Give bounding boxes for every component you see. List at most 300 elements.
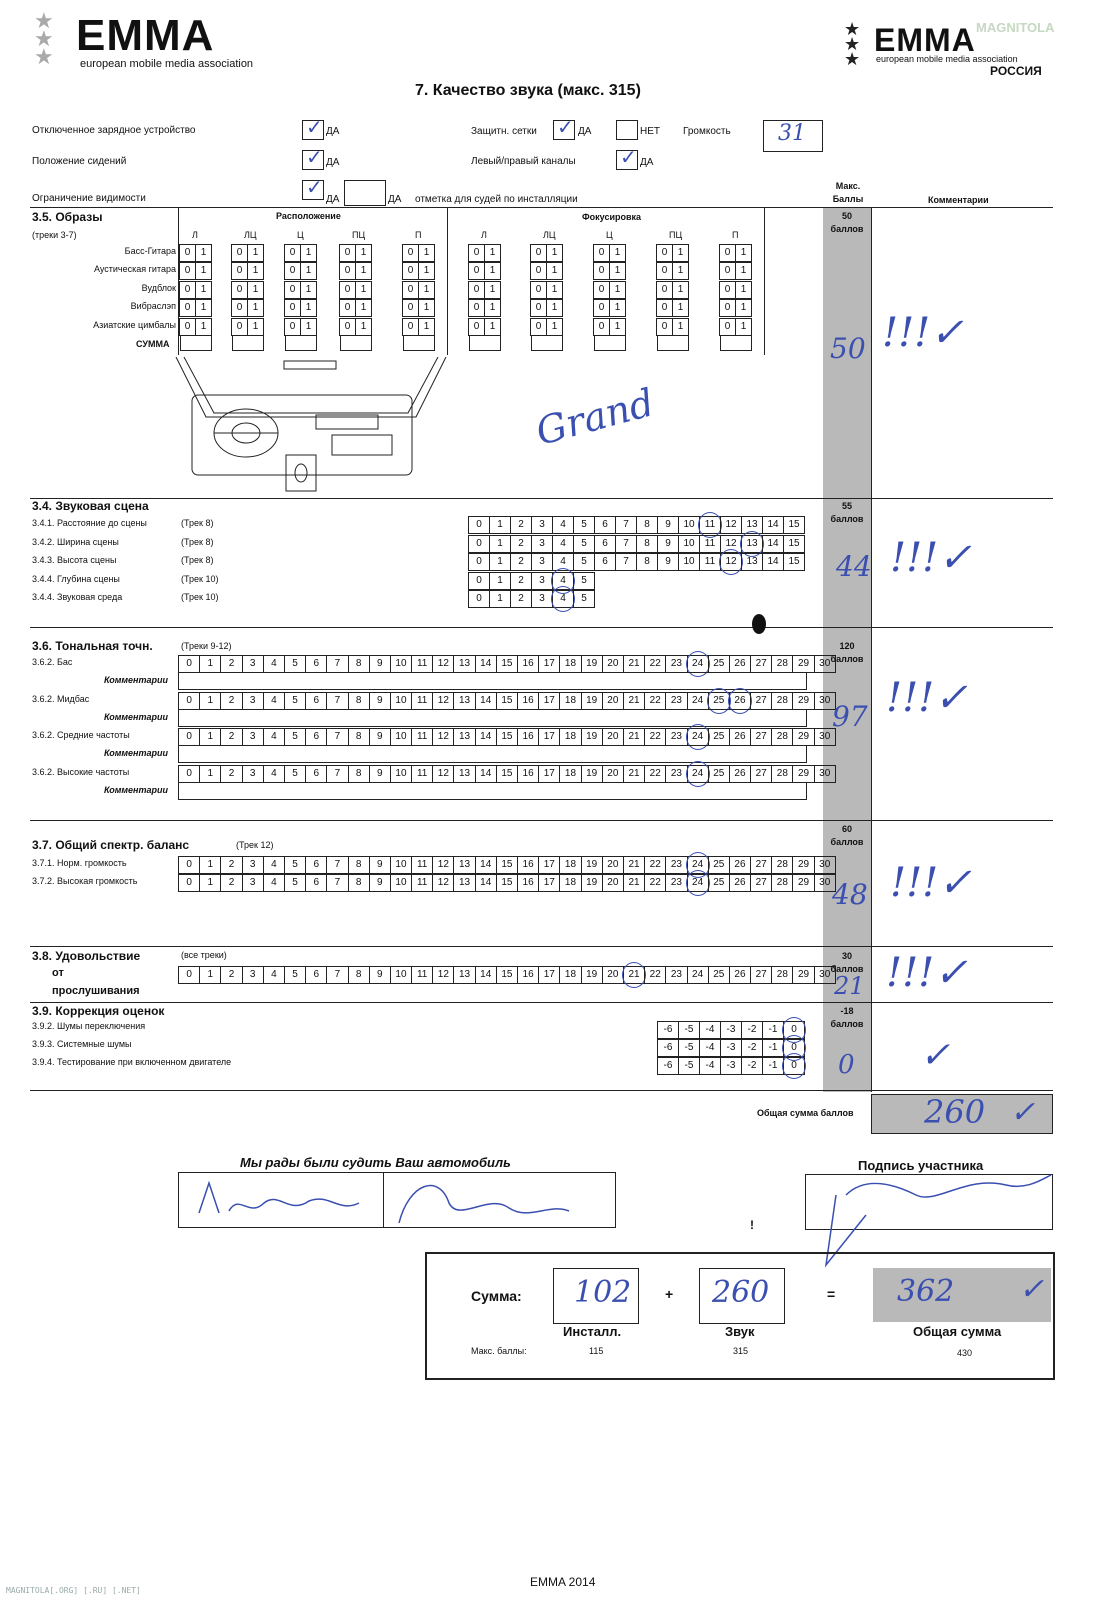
scale-cell[interactable]: 9 (369, 966, 391, 984)
score-pair[interactable] (285, 244, 317, 262)
scale-cell[interactable]: 16 (517, 765, 539, 783)
score-pair[interactable] (403, 281, 435, 299)
scale-cell[interactable]: 0 (783, 1039, 805, 1057)
scale-cell[interactable]: 15 (496, 874, 518, 892)
score-cell[interactable]: 0 (339, 244, 356, 262)
scale-cell[interactable]: 4 (552, 590, 574, 608)
scale-cell[interactable]: 11 (411, 856, 433, 874)
scale-cell[interactable]: 27 (750, 966, 772, 984)
scale-cell[interactable]: 4 (263, 874, 285, 892)
scale-cell[interactable]: 28 (771, 765, 793, 783)
score-cell[interactable]: 1 (195, 281, 212, 299)
scale-cell[interactable]: 29 (792, 728, 814, 746)
scale-cell[interactable]: 14 (475, 655, 497, 673)
scale-cell[interactable]: 18 (559, 728, 581, 746)
score-cell[interactable]: 0 (179, 262, 196, 280)
score-pair[interactable] (232, 318, 264, 336)
score-cell[interactable]: 0 (284, 318, 301, 336)
scale-cell[interactable]: 30 (814, 874, 836, 892)
sum-box[interactable] (657, 335, 689, 351)
scale-cell[interactable]: 11 (411, 765, 433, 783)
score-pair[interactable] (403, 262, 435, 280)
score-cell[interactable]: 1 (195, 244, 212, 262)
score-cell[interactable]: 0 (284, 262, 301, 280)
scale-cell[interactable]: 6 (305, 966, 327, 984)
scale-cell[interactable]: 17 (538, 765, 560, 783)
scale-cell[interactable]: 3 (242, 856, 264, 874)
score-pair[interactable] (340, 244, 372, 262)
score-cell[interactable]: 1 (609, 318, 626, 336)
scale-cell[interactable]: 16 (517, 655, 539, 673)
score-cell[interactable]: 1 (355, 262, 372, 280)
scale-cell[interactable]: 17 (538, 874, 560, 892)
scale-cell[interactable]: 12 (720, 535, 742, 553)
scale-cell[interactable]: 0 (178, 765, 200, 783)
scale-cell[interactable]: 6 (594, 553, 616, 571)
scale-cell[interactable]: 8 (348, 655, 370, 673)
scale-cell[interactable]: 17 (538, 692, 560, 710)
scale-cell[interactable]: 26 (729, 874, 751, 892)
scale-cell[interactable]: 26 (729, 655, 751, 673)
scale-cell[interactable]: 26 (729, 728, 751, 746)
scale-cell[interactable]: 30 (814, 692, 836, 710)
score-cell[interactable]: 1 (735, 262, 752, 280)
scale-cell[interactable]: 20 (602, 966, 624, 984)
scale-cell[interactable]: 5 (284, 966, 306, 984)
scale-cell[interactable]: 2 (220, 655, 242, 673)
scale-cell[interactable]: 20 (602, 692, 624, 710)
scale-cell[interactable]: 3 (531, 590, 553, 608)
score-cell[interactable]: 0 (719, 299, 736, 317)
score-pair[interactable] (469, 244, 501, 262)
scale-cell[interactable]: 25 (708, 728, 730, 746)
scale-cell[interactable]: 13 (453, 966, 475, 984)
score-pair[interactable] (531, 281, 563, 299)
score-pair[interactable] (232, 299, 264, 317)
scale-cell[interactable]: 22 (644, 692, 666, 710)
visibility-checkbox[interactable] (302, 175, 324, 200)
scale-cell[interactable]: 2 (220, 856, 242, 874)
score-cell[interactable]: 1 (735, 299, 752, 317)
scale-cell[interactable]: 4 (263, 765, 285, 783)
comment-field[interactable] (178, 709, 807, 727)
score-cell[interactable]: 0 (656, 299, 673, 317)
scale-cell[interactable]: 22 (644, 966, 666, 984)
scale-cell[interactable]: 6 (305, 728, 327, 746)
scale-cell[interactable]: 12 (432, 692, 454, 710)
scale-cell[interactable]: 30 (814, 856, 836, 874)
scale-cell[interactable]: -1 (762, 1039, 784, 1057)
scale-cell[interactable]: 6 (305, 655, 327, 673)
scale-cell[interactable]: 27 (750, 765, 772, 783)
score-pair[interactable] (657, 281, 689, 299)
score-cell[interactable]: 1 (300, 244, 317, 262)
scale-cell[interactable]: 29 (792, 655, 814, 673)
scale-cell[interactable]: 2 (510, 516, 532, 534)
score-pair[interactable] (403, 299, 435, 317)
score-cell[interactable]: 0 (284, 281, 301, 299)
scale-cell[interactable]: 16 (517, 966, 539, 984)
score-cell[interactable]: 1 (247, 299, 264, 317)
scale-cell[interactable]: 1 (199, 765, 221, 783)
scale-cell[interactable]: 19 (581, 856, 603, 874)
scale-cell[interactable]: 14 (475, 692, 497, 710)
scale-cell[interactable]: 25 (708, 692, 730, 710)
scale-cell[interactable]: 27 (750, 655, 772, 673)
score-cell[interactable]: 0 (179, 299, 196, 317)
score-pair[interactable] (469, 262, 501, 280)
score-cell[interactable]: 1 (355, 244, 372, 262)
scale-cell[interactable]: 11 (411, 655, 433, 673)
scale-cell[interactable]: 3 (531, 516, 553, 534)
scale-cell[interactable]: -5 (678, 1057, 700, 1075)
score-pair[interactable] (594, 262, 626, 280)
scale-cell[interactable]: 14 (762, 516, 784, 534)
score-pair[interactable] (180, 299, 212, 317)
scale-cell[interactable]: 1 (489, 516, 511, 534)
score-cell[interactable]: 0 (231, 318, 248, 336)
score-cell[interactable]: 1 (418, 281, 435, 299)
score-pair[interactable] (285, 281, 317, 299)
scale-cell[interactable]: 24 (687, 765, 709, 783)
scale-cell[interactable]: 30 (814, 966, 836, 984)
comment-field[interactable] (178, 672, 807, 690)
scale-cell[interactable]: 29 (792, 874, 814, 892)
score-cell[interactable]: 0 (179, 281, 196, 299)
score-cell[interactable]: 1 (355, 318, 372, 336)
score-cell[interactable]: 1 (609, 299, 626, 317)
scale-cell[interactable]: 19 (581, 692, 603, 710)
score-pair[interactable] (285, 299, 317, 317)
scale-cell[interactable]: 27 (750, 728, 772, 746)
seats-checkbox[interactable] (302, 145, 324, 170)
scale-cell[interactable]: 3 (242, 874, 264, 892)
score-pair[interactable] (657, 262, 689, 280)
scale-cell[interactable]: 15 (783, 535, 805, 553)
scale-cell[interactable]: 0 (468, 516, 490, 534)
scale-cell[interactable]: 19 (581, 966, 603, 984)
scale-cell[interactable]: 29 (792, 765, 814, 783)
scale-cell[interactable]: 14 (762, 535, 784, 553)
score-cell[interactable]: 1 (355, 299, 372, 317)
scale-cell[interactable]: 27 (750, 856, 772, 874)
score-pair[interactable] (531, 262, 563, 280)
scale-cell[interactable]: 15 (496, 765, 518, 783)
scale-cell[interactable]: 2 (220, 692, 242, 710)
score-cell[interactable]: 0 (339, 299, 356, 317)
scale-cell[interactable]: 9 (657, 553, 679, 571)
sum-box[interactable] (232, 335, 264, 351)
scale-cell[interactable]: 4 (263, 966, 285, 984)
score-cell[interactable]: 0 (402, 281, 419, 299)
scale-cell[interactable]: 26 (729, 692, 751, 710)
score-cell[interactable]: 1 (484, 262, 501, 280)
score-cell[interactable]: 0 (284, 299, 301, 317)
score-pair[interactable] (180, 262, 212, 280)
score-cell[interactable]: 0 (530, 262, 547, 280)
scale-cell[interactable]: 6 (305, 874, 327, 892)
scale-cell[interactable]: 2 (510, 553, 532, 571)
score-pair[interactable] (594, 299, 626, 317)
scale-cell[interactable]: 19 (581, 765, 603, 783)
scale-cell[interactable]: 22 (644, 728, 666, 746)
scale-cell[interactable]: 11 (699, 553, 721, 571)
scale-cell[interactable]: 0 (783, 1057, 805, 1075)
scale-cell[interactable]: 22 (644, 765, 666, 783)
score-pair[interactable] (180, 318, 212, 336)
scale-cell[interactable]: 8 (348, 966, 370, 984)
scale-cell[interactable]: 21 (623, 692, 645, 710)
scale-cell[interactable]: 4 (552, 572, 574, 590)
score-pair[interactable] (403, 244, 435, 262)
scale-cell[interactable]: 15 (496, 692, 518, 710)
scale-cell[interactable]: 7 (326, 728, 348, 746)
score-cell[interactable]: 0 (468, 318, 485, 336)
scale-cell[interactable]: 2 (220, 728, 242, 746)
scale-cell[interactable]: 1 (199, 692, 221, 710)
scale-cell[interactable]: 5 (284, 874, 306, 892)
scale-cell[interactable]: 6 (305, 856, 327, 874)
scale-cell[interactable]: 2 (220, 966, 242, 984)
score-cell[interactable]: 0 (402, 244, 419, 262)
score-cell[interactable]: 0 (530, 281, 547, 299)
scale-cell[interactable]: 10 (390, 655, 412, 673)
scale-cell[interactable]: 5 (284, 765, 306, 783)
scale-cell[interactable]: 6 (594, 516, 616, 534)
scale-cell[interactable]: -6 (657, 1039, 679, 1057)
score-cell[interactable]: 0 (231, 244, 248, 262)
sum-box[interactable] (403, 335, 435, 351)
score-cell[interactable]: 0 (468, 244, 485, 262)
scale-cell[interactable]: 28 (771, 966, 793, 984)
sum-box[interactable] (180, 335, 212, 351)
scale-cell[interactable]: 0 (178, 655, 200, 673)
score-cell[interactable]: 0 (179, 244, 196, 262)
scale-cell[interactable]: -6 (657, 1057, 679, 1075)
score-cell[interactable]: 1 (546, 281, 563, 299)
score-cell[interactable]: 1 (484, 299, 501, 317)
score-cell[interactable]: 1 (546, 299, 563, 317)
score-cell[interactable]: 0 (284, 244, 301, 262)
scale-cell[interactable]: 1 (199, 966, 221, 984)
scale-cell[interactable]: 15 (496, 966, 518, 984)
sum-box[interactable] (340, 335, 372, 351)
score-cell[interactable]: 0 (339, 281, 356, 299)
scale-cell[interactable]: 7 (326, 874, 348, 892)
scale-cell[interactable]: 9 (369, 874, 391, 892)
scale-cell[interactable]: 20 (602, 765, 624, 783)
scale-cell[interactable]: 30 (814, 728, 836, 746)
visibility-box[interactable] (344, 180, 386, 206)
score-pair[interactable] (531, 299, 563, 317)
score-cell[interactable]: 1 (609, 262, 626, 280)
scale-cell[interactable]: -4 (699, 1057, 721, 1075)
score-cell[interactable]: 0 (593, 318, 610, 336)
score-cell[interactable]: 1 (484, 318, 501, 336)
score-cell[interactable]: 0 (402, 262, 419, 280)
scale-cell[interactable]: 8 (636, 535, 658, 553)
score-cell[interactable]: 1 (195, 299, 212, 317)
scale-cell[interactable]: 2 (510, 535, 532, 553)
score-cell[interactable]: 1 (735, 281, 752, 299)
score-pair[interactable] (531, 318, 563, 336)
score-cell[interactable]: 1 (300, 299, 317, 317)
scale-cell[interactable]: 5 (284, 728, 306, 746)
scale-cell[interactable]: 21 (623, 765, 645, 783)
score-cell[interactable]: 0 (656, 281, 673, 299)
scale-cell[interactable]: 26 (729, 856, 751, 874)
score-pair[interactable] (180, 281, 212, 299)
score-pair[interactable] (720, 244, 752, 262)
scale-cell[interactable]: 0 (468, 572, 490, 590)
scale-cell[interactable]: 4 (552, 553, 574, 571)
score-cell[interactable]: 1 (247, 262, 264, 280)
scale-cell[interactable]: 0 (178, 874, 200, 892)
score-cell[interactable]: 0 (593, 299, 610, 317)
scale-cell[interactable]: 5 (573, 535, 595, 553)
scale-cell[interactable]: 22 (644, 655, 666, 673)
scale-cell[interactable]: 4 (263, 692, 285, 710)
score-cell[interactable]: 1 (484, 281, 501, 299)
scale-cell[interactable]: 15 (496, 655, 518, 673)
scale-cell[interactable]: 13 (453, 874, 475, 892)
scale-cell[interactable]: 25 (708, 856, 730, 874)
scale-cell[interactable]: 24 (687, 874, 709, 892)
sum-box[interactable] (285, 335, 317, 351)
scale-cell[interactable]: 7 (326, 966, 348, 984)
score-cell[interactable]: 0 (593, 281, 610, 299)
scale-cell[interactable]: 18 (559, 966, 581, 984)
score-cell[interactable]: 0 (402, 318, 419, 336)
scale-cell[interactable]: 4 (263, 728, 285, 746)
scale-cell[interactable]: 8 (348, 765, 370, 783)
scale-cell[interactable]: -3 (720, 1039, 742, 1057)
score-cell[interactable]: 0 (339, 318, 356, 336)
scale-cell[interactable]: -5 (678, 1039, 700, 1057)
scale-cell[interactable]: -2 (741, 1021, 763, 1039)
scale-cell[interactable]: 4 (552, 516, 574, 534)
scale-cell[interactable]: 23 (665, 692, 687, 710)
scale-cell[interactable]: 25 (708, 655, 730, 673)
scale-cell[interactable]: 10 (390, 856, 412, 874)
scale-cell[interactable]: 28 (771, 856, 793, 874)
scale-cell[interactable]: 25 (708, 874, 730, 892)
sum-box[interactable] (720, 335, 752, 351)
score-cell[interactable]: 0 (719, 262, 736, 280)
score-cell[interactable]: 0 (468, 262, 485, 280)
scale-cell[interactable]: 9 (369, 728, 391, 746)
scale-cell[interactable]: 21 (623, 966, 645, 984)
scale-cell[interactable]: 10 (390, 765, 412, 783)
scale-cell[interactable]: 5 (284, 655, 306, 673)
scale-cell[interactable]: 28 (771, 692, 793, 710)
comment-field[interactable] (178, 745, 807, 763)
scale-cell[interactable]: -4 (699, 1039, 721, 1057)
scale-cell[interactable]: 13 (453, 728, 475, 746)
score-cell[interactable]: 1 (418, 318, 435, 336)
scale-cell[interactable]: 9 (369, 655, 391, 673)
score-cell[interactable]: 0 (656, 262, 673, 280)
scale-cell[interactable]: 3 (531, 553, 553, 571)
score-cell[interactable]: 0 (468, 281, 485, 299)
scale-cell[interactable]: 3 (531, 535, 553, 553)
score-cell[interactable]: 0 (231, 299, 248, 317)
score-pair[interactable] (340, 299, 372, 317)
scale-cell[interactable]: 11 (699, 535, 721, 553)
scale-cell[interactable]: 8 (348, 728, 370, 746)
scale-cell[interactable]: 14 (475, 856, 497, 874)
score-cell[interactable]: 1 (195, 318, 212, 336)
scale-cell[interactable]: 21 (623, 856, 645, 874)
scale-cell[interactable]: 13 (453, 692, 475, 710)
score-pair[interactable] (469, 318, 501, 336)
scale-cell[interactable]: 4 (552, 535, 574, 553)
scale-cell[interactable]: -5 (678, 1021, 700, 1039)
score-cell[interactable]: 0 (402, 299, 419, 317)
scale-cell[interactable]: 3 (242, 655, 264, 673)
scale-cell[interactable]: 6 (594, 535, 616, 553)
scale-cell[interactable]: 0 (468, 590, 490, 608)
score-pair[interactable] (180, 244, 212, 262)
score-cell[interactable]: 0 (656, 318, 673, 336)
scale-cell[interactable]: 1 (199, 655, 221, 673)
scale-cell[interactable]: 22 (644, 874, 666, 892)
scale-cell[interactable]: 10 (390, 966, 412, 984)
scale-cell[interactable]: 3 (242, 966, 264, 984)
scale-cell[interactable]: 17 (538, 728, 560, 746)
score-cell[interactable]: 0 (656, 244, 673, 262)
scale-cell[interactable]: 28 (771, 728, 793, 746)
scale-cell[interactable]: 23 (665, 655, 687, 673)
scale-cell[interactable]: 14 (475, 765, 497, 783)
scale-cell[interactable]: 18 (559, 856, 581, 874)
scale-cell[interactable]: 18 (559, 655, 581, 673)
scale-cell[interactable]: 15 (783, 516, 805, 534)
scale-cell[interactable]: 0 (178, 692, 200, 710)
scale-cell[interactable]: 17 (538, 856, 560, 874)
scale-cell[interactable]: 7 (326, 765, 348, 783)
scale-cell[interactable]: 15 (783, 553, 805, 571)
score-pair[interactable] (657, 244, 689, 262)
score-cell[interactable]: 1 (672, 244, 689, 262)
score-cell[interactable]: 1 (300, 262, 317, 280)
score-pair[interactable] (657, 318, 689, 336)
scale-cell[interactable]: 10 (678, 535, 700, 553)
score-cell[interactable]: 1 (300, 318, 317, 336)
scale-cell[interactable]: 9 (657, 516, 679, 534)
score-pair[interactable] (469, 299, 501, 317)
scale-cell[interactable]: 5 (573, 590, 595, 608)
score-pair[interactable] (340, 281, 372, 299)
scale-cell[interactable]: 23 (665, 765, 687, 783)
scale-cell[interactable]: 11 (411, 728, 433, 746)
score-pair[interactable] (594, 281, 626, 299)
scale-cell[interactable]: 1 (489, 553, 511, 571)
scale-cell[interactable]: 13 (453, 765, 475, 783)
score-cell[interactable]: 0 (179, 318, 196, 336)
scale-cell[interactable]: 11 (699, 516, 721, 534)
score-cell[interactable]: 1 (300, 281, 317, 299)
scale-cell[interactable]: 26 (729, 966, 751, 984)
score-cell[interactable]: 0 (530, 318, 547, 336)
scale-cell[interactable]: 6 (305, 692, 327, 710)
scale-cell[interactable]: 1 (489, 572, 511, 590)
scale-cell[interactable]: 1 (489, 590, 511, 608)
score-pair[interactable] (531, 244, 563, 262)
score-cell[interactable]: 1 (418, 299, 435, 317)
scale-cell[interactable]: 7 (615, 535, 637, 553)
scale-cell[interactable]: 27 (750, 874, 772, 892)
